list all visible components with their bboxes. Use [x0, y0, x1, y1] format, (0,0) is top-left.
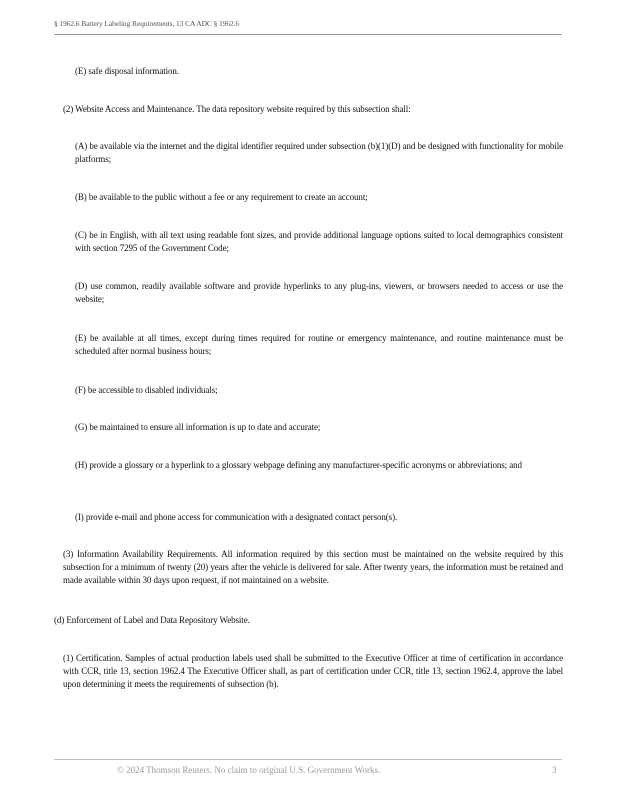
paragraph-website-access: (2) Website Access and Maintenance. The data repository website required by this subsection shall:: [63, 104, 411, 114]
paragraph-d-software: (D) use common, readily available software and provide hyperlinks to any plug-ins, viewers, or browsers needed to access or use the website;: [75, 281, 563, 304]
header-divider: [54, 34, 562, 35]
paragraph-c-english: (C) be in English, with all text using readable font sizes, and provide additional language options suited to local demographics consistent with section 7295 of the Government Code;: [75, 230, 563, 253]
paragraph-g-maintained: (G) be maintained to ensure all information is up to date and accurate;: [75, 422, 321, 432]
paragraph-certification: (1) Certification. Samples of actual production labels used shall be submitted to the Executive Officer at time of certification in accordance with CCR, title 13, section 1962.4 The Executive Officer shall, as part of certification under CCR, title 13, section 1962.4, approve the label upon determining it meets the requirements of subsection (b).: [63, 653, 563, 689]
paragraph-e-safe-disposal: (E) safe disposal information.: [75, 66, 179, 76]
copyright-footer: © 2024 Thomson Reuters. No claim to original U.S. Government Works.: [117, 765, 381, 775]
paragraph-enforcement-heading: (d) Enforcement of Label and Data Repository Website.: [54, 615, 250, 625]
paragraph-i-contact: (I) provide e-mail and phone access for communication with a designated contact person(s).: [75, 512, 398, 522]
paragraph-b-public: (B) be available to the public without a fee or any requirement to create an account;: [75, 192, 368, 202]
running-header: § 1962.6 Battery Labeling Requirements, 13 CA ADC § 1962.6: [54, 19, 240, 28]
paragraph-information-availability: (3) Information Availability Requirements. All information required by this section must be maintained on the website required by this subsection for a minimum of twenty (20) years after the vehicle is delivered for sale. After twenty years, the information must be retained and made available within 30 days upon request, if not maintained on a website.: [63, 549, 563, 585]
paragraph-a-internet: (A) be available via the internet and the digital identifier required under subsection (b)(1)(D) and be designed with functionality for mobile platforms;: [75, 141, 563, 164]
footer-divider: [54, 759, 562, 760]
paragraph-f-accessible: (F) be accessible to disabled individuals;: [75, 385, 218, 395]
page-number: 3: [552, 765, 557, 775]
paragraph-h-glossary: (H) provide a glossary or a hyperlink to a glossary webpage defining any manufacturer-specific acronyms or abbreviations; and: [75, 460, 522, 470]
paragraph-e-availability: (E) be available at all times, except during times required for routine or emergency maintenance, and routine maintenance must be scheduled after normal business hours;: [75, 333, 563, 356]
